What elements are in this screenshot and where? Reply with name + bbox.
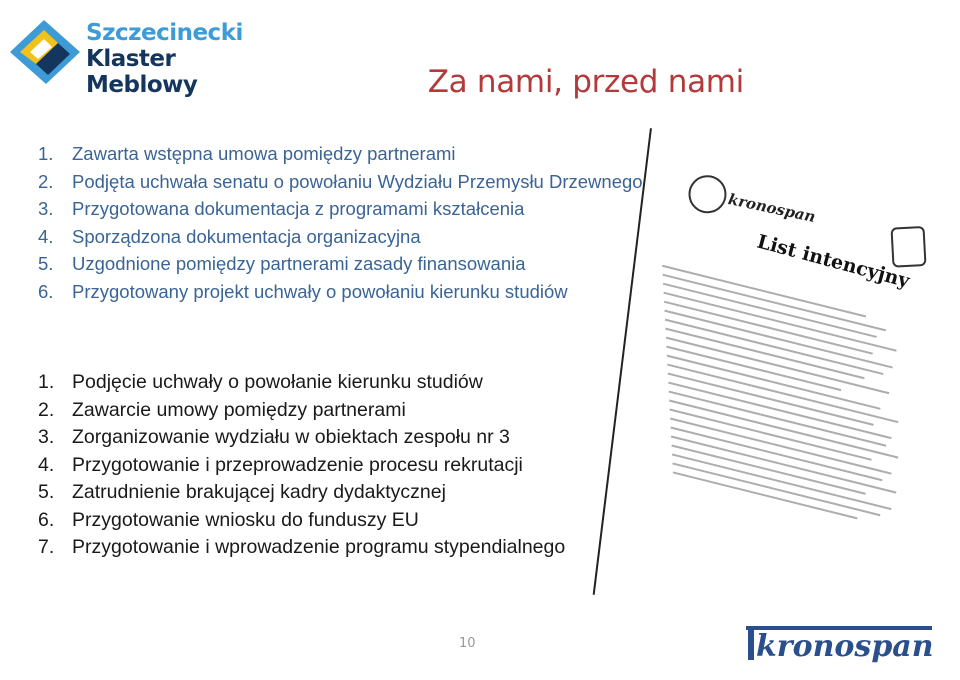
seal-left-icon xyxy=(688,174,728,214)
letter-of-intent-scan xyxy=(615,114,940,609)
planned-list xyxy=(38,369,565,562)
kronospan-logo-icon xyxy=(746,620,936,666)
document-brand: kronospan xyxy=(726,190,818,227)
cluster-logo-mark-icon xyxy=(6,12,86,92)
list-item: 7. Przygotowanie i wprowadzenie programu stypendialnego xyxy=(38,536,566,558)
list-item: 2. Podjęta uchwała senatu o powołaniu Wydziału Przemysłu Drzewnego xyxy=(38,170,643,192)
list-item: 5. Uzgodnione pomiędzy partnerami zasady finansowania xyxy=(38,253,526,274)
kronospan-logo-text: kronospan xyxy=(756,629,934,664)
document-heading: List intencyjny xyxy=(754,230,912,293)
logo-line-1: Szczecinecki xyxy=(86,20,243,46)
cluster-logo-text xyxy=(86,20,243,98)
list-item: 1. Podjęcie uchwały o powołanie kierunku studiów xyxy=(38,371,483,393)
list-item: 4. Sporządzona dokumentacja organizacyjna xyxy=(38,225,421,247)
page-title: Za nami, przed nami xyxy=(427,64,744,100)
document-text-lines xyxy=(662,245,913,480)
cluster-logo xyxy=(6,12,243,102)
list-item: 1. Zawarta wstępna umowa pomiędzy partnerami xyxy=(38,143,456,164)
list-item: 2. Zawarcie umowy pomiędzy partnerami xyxy=(38,398,406,421)
list-item: 3. Przygotowana dokumentacja z programami kształcenia xyxy=(38,198,525,219)
completed-list xyxy=(38,140,643,305)
page-number: 10 xyxy=(459,636,476,651)
list-item: 4. Przygotowanie i przeprowadzenie procesu rekrutacji xyxy=(38,453,523,476)
logo-line-3: Meblowy xyxy=(86,72,198,98)
list-item: 6. Przygotowany projekt uchwały o powołaniu kierunku studiów xyxy=(38,280,568,302)
kronospan-logo xyxy=(746,620,936,671)
logo-line-2: Klaster xyxy=(86,46,176,72)
list-item: 6. Przygotowanie wniosku do funduszy EU xyxy=(38,508,419,531)
list-item: 3. Zorganizowanie wydziału w obiektach zespołu nr 3 xyxy=(38,426,510,448)
list-item: 5. Zatrudnienie brakującej kadry dydaktycznej xyxy=(38,481,446,503)
